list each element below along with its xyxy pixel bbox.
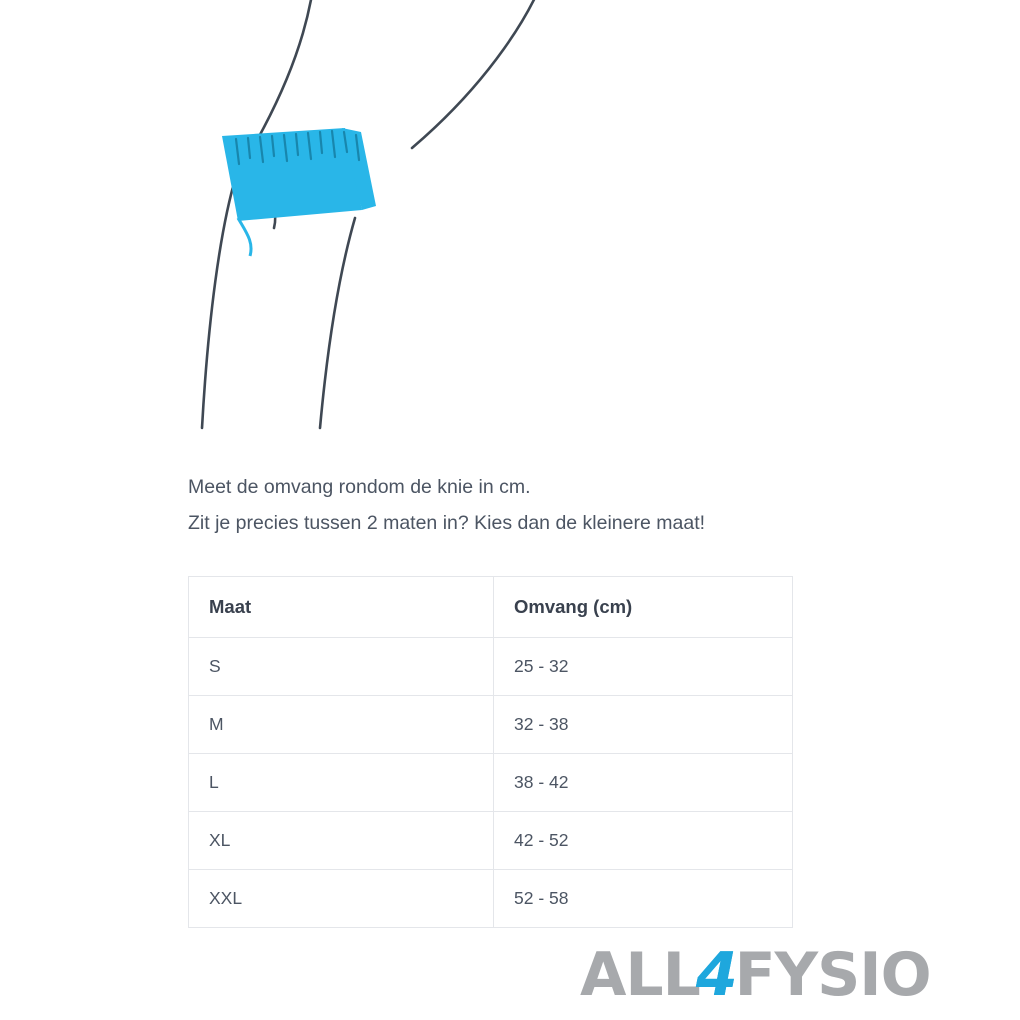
- table-row: [189, 870, 793, 928]
- instruction-line-2: Zit je precies tussen 2 maten in? Kies dan de kleinere maat!: [188, 512, 706, 535]
- cell-omvang: 32 - 38: [494, 696, 793, 754]
- brand-logo-part3: FYSIO: [734, 940, 931, 1010]
- table-row: [189, 754, 793, 812]
- table-row: [189, 812, 793, 870]
- column-header-maat: Maat: [189, 577, 494, 638]
- cell-maat: XL: [189, 812, 494, 870]
- cell-omvang: 42 - 52: [494, 812, 793, 870]
- brand-logo-part2: 4: [695, 940, 737, 1010]
- instructions-block: [188, 472, 948, 544]
- measuring-tape-icon: [222, 128, 376, 256]
- cell-maat: M: [189, 696, 494, 754]
- cell-omvang: 52 - 58: [494, 870, 793, 928]
- knee-measurement-illustration: [150, 0, 620, 450]
- size-table: [188, 576, 793, 928]
- brand-logo-part1: ALL: [580, 940, 700, 1010]
- column-header-omvang: Omvang (cm): [494, 577, 793, 638]
- cell-maat: S: [189, 638, 494, 696]
- table-row: [189, 696, 793, 754]
- cell-omvang: 38 - 42: [494, 754, 793, 812]
- cell-omvang: 25 - 32: [494, 638, 793, 696]
- cell-maat: XXL: [189, 870, 494, 928]
- brand-logo-text: [580, 940, 931, 1010]
- table-row: [189, 638, 793, 696]
- instruction-line-1: Meet de omvang rondom de knie in cm.: [188, 476, 531, 498]
- brand-logo: [580, 940, 1020, 1010]
- table-header-row: [189, 577, 793, 638]
- cell-maat: L: [189, 754, 494, 812]
